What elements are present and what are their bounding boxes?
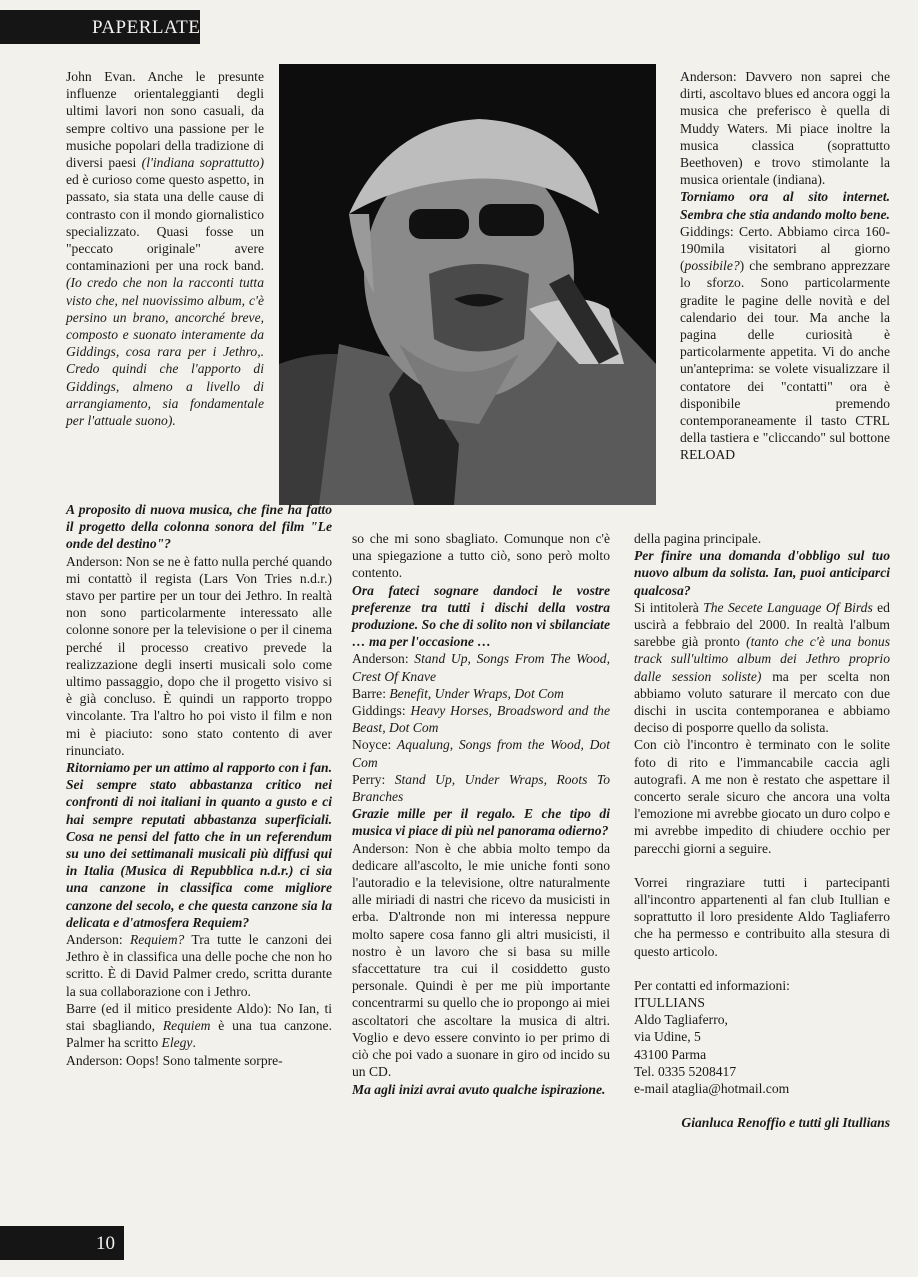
magazine-title: PAPERLATE [92, 17, 201, 38]
question: Ritorniamo per un attimo al rapporto con i fan. Sei sempre stato abbastanza critico nei confronti di noi italiani in quanto a gusto e ci hai sempre reputati abbastanza superficiali. Cosa ne pensi del fatto che in un referendum su uno dei settimanali musicali più diffusi qui in Italia (Musica di Repubblica n.d.r.) ci sia una canzone in classifica come migliore canzone del secolo, e che questa canzone sia la delicata e d'atmosfera Requiem? [66, 760, 332, 930]
text-italic: Aqualung, Songs from the Wood, Dot Com [352, 737, 610, 770]
text-italic: Requiem? [129, 932, 185, 948]
question: Per finire una domanda d'obbligo sul tuo nuovo album da solista. Ian, puoi anticiparci qualcosa? [634, 548, 890, 598]
favourite-list-item [352, 650, 610, 684]
question: Torniamo ora al sito internet. Sembra che stia andando molto bene. [680, 189, 890, 222]
author-signature: Gianluca Renoffio e tutti gli Itullians [681, 1115, 890, 1131]
spacer [634, 960, 890, 977]
page-number: 10 [96, 1233, 115, 1254]
text: . [192, 1035, 196, 1051]
contact-email: e-mail ataglia@hotmail.com [634, 1081, 790, 1097]
paragraph [66, 68, 264, 429]
text: John Evan. Anche le presunte influenze orientaleggianti degli ultimi lavori non sono casuali, da sempre coltivo una passione per le musiche popolari della tradizione di diversi paesi [66, 69, 264, 171]
favourite-list-item [352, 736, 610, 770]
contact-line: Aldo Tagliaferro, [634, 1012, 728, 1028]
text: Giddings: [352, 703, 411, 719]
answer: so che mi sono sbagliato. Comunque non c'è una spiegazione a tutto ciò, sono però molto contento. [352, 531, 610, 581]
paragraph: Vorrei ringraziare tutti i partecipanti all'incontro appartenenti al fan club Itullian e soprattutto il loro presidente Aldo Tagliaferro che ha permesso e contribuito alla stesura di questo articolo. [634, 874, 890, 959]
question: A proposito di nuova musica, che fine ha fatto il progetto della colonna sonora del film "Le onde del destino"? [66, 502, 332, 552]
singer-photo-illustration [279, 64, 656, 505]
magazine-header [0, 10, 200, 44]
text-italic: Elegy [161, 1035, 193, 1051]
text: Giddings: Certo. Abbiamo circa 160-190mila visitatori al giorno ( [680, 223, 890, 274]
text: ed uscirà a febbraio del 2000. In realtà l'album sarebbe già pronto [634, 599, 890, 650]
question: Ma agli inizi avrai avuto qualche ispirazione. [352, 1081, 606, 1097]
contact-title: Per contatti ed informazioni: [634, 977, 790, 993]
contact-line: via Udine, 5 [634, 1029, 701, 1045]
contact-line: Tel. 0335 5208417 [634, 1063, 737, 1079]
spacer [634, 857, 890, 874]
answer [66, 931, 332, 1000]
contact-line: 43100 Parma [634, 1046, 707, 1062]
favourite-list-item [352, 685, 610, 702]
answer: della pagina principale. [634, 531, 762, 546]
column-left-bottom [66, 501, 332, 1069]
answer: Anderson: Non è che abbia molto tempo da dedicare all'ascolto, le mie uniche fonti sono l'autoradio e la televisione, oltre naturalmente alle miriadi di nastri che ricevo da musicisti in erba. D'altronde non mi interessa neppure molto sapere cosa fanno gli altri musicisti, il nostro è un lavoro che si basa su mille sfaccettature tra cui il cosiddetto gusto personale. Quindi è per me più importante concentrarmi su quello che io propongo ai miei ascoltatori che ascoltare la musica di altri. Voglio e devo essere convinto io per primo di ciò che poi vado a suonare in giro od incido su un CD. [352, 840, 610, 1080]
answer [66, 1000, 332, 1052]
text: ed è curioso come questo aspetto, in passato, sia stata una delle cause di contrasto con il mondo giornalistico specializzato. Quasi fosse un "peccato originale" avere contaminazioni per una rock band. [66, 172, 264, 274]
spacer [634, 1097, 890, 1114]
question: Grazie mille per il regalo. E che tipo di musica vi piace di più nel panorama odierno? [352, 806, 610, 839]
text-italic: Benefit, Under Wraps, Dot Com [389, 685, 564, 701]
answer: Anderson: Non se ne è fatto nulla perché quando mi contattò il regista (Lars Von Tries n.d.r.) stavo per partire per un tour dei Jethro. In realtà non sono particolarmente interessato alle colonne sonore per la televisione o per il cinema perché il processo creativo prevede la realizzazione degli inserti musicali solo come ultimo passaggio, dopo che il progetto visivo si è già concluso. È quindi un rapporto troppo vincolante. Tra l'altro ho poi visto il film e non mi è piaciuto: sono stato contento di aver rinunciato. [66, 553, 332, 758]
text-italic: possibile? [684, 258, 740, 274]
column-middle [352, 530, 610, 1098]
text: Anderson: [352, 651, 415, 667]
photo-singer [279, 64, 656, 505]
text-italic: Stand Up, Songs From The Wood, Crest Of Knave [352, 651, 611, 684]
contact-line: ITULLIANS [634, 995, 705, 1011]
favourite-list-item [352, 771, 610, 805]
text-italic: Requiem [162, 1018, 211, 1034]
page-footer [0, 1226, 124, 1260]
question: Ora fateci sognare dandoci le vostre preferenze tra tutti i dischi della vostra produzione. So che di solito non vi sbilanciate … ma per l'occasione … [352, 582, 610, 650]
paragraph: Con ciò l'incontro è terminato con le solite foto di rito e l'immancabile caccia agli autografi. A me non è restato che aspettare il concerto serale sicuro che ancora una volta l'emozione mi avrebbe giocato un duro colpo e mi avrebbe impedito di chiudere occhio per parecchi giorni a seguire. [634, 737, 890, 856]
text: Si intitolerà [634, 599, 704, 615]
favourite-list-item [352, 702, 610, 736]
text: Noyce: [352, 737, 397, 753]
text: Barre (ed il mitico presidente Aldo): No Ian, ti stai sbagliando, [66, 1000, 332, 1034]
column-right-top [680, 68, 890, 464]
answer: Anderson: Davvero non saprei che dirti, ascoltavo blues ed ancora oggi la musica che preferisco è quella di Muddy Waters. Mi piace inoltre la musica classica (soprattutto Beethoven) e trovo stimolante la musica orientale (indiana). [680, 69, 890, 188]
text: Anderson: [66, 932, 130, 948]
text: è una tua canzone. Palmer ha scritto [66, 1018, 332, 1051]
column-left-top [66, 68, 264, 429]
text: Barre: [352, 685, 390, 701]
column-right-bottom [634, 530, 890, 1132]
text-italic: The Secete Language Of Birds [703, 599, 873, 615]
text: ) che sembrano apprezzare lo sforzo. Sono particolarmente gradite le pagine delle novità e del calendario dei tour. Ma anche la pagina delle curiosità è particolarmente appetita. Vi do anche un'anteprima: se volete visualizzare il contatore dei "contatti" ora è disponibile premendo contemporaneamente il tasto CTRL della tastiera e "cliccando" sul bottone RELOAD [680, 258, 890, 463]
text-italic: (Io credo che non la racconti tutta visto che, nel nuovissimo album, c'è persino un brano, ancorché breve, composto e suonato interamente da Giddings, cosa rara per i Jethro,. Credo quindi che l'apporto di Giddings, almeno a livello di arrangiamento, sia fondamentale per l'attuale suono). [66, 275, 264, 429]
text-italic: Heavy Horses, Broadsword and the Beast, Dot Com [352, 703, 610, 736]
text-italic: Stand Up, Under Wraps, Roots To Branches [352, 771, 611, 805]
text: ma per scelta non abbiamo voluto saturare il mercato con due dischi in uscita contemporanea e abbiamo deciso di posporre quello da solista. [634, 668, 890, 736]
text: Perry: [352, 771, 395, 787]
answer [634, 599, 890, 737]
answer: Anderson: Oops! Sono talmente sorpre- [66, 1052, 283, 1068]
text: Tra tutte le canzoni dei Jethro è in classifica una delle poche che non ho scritto. È di David Palmer credo, scritta durante la sua collaborazione con i Jethro. [66, 932, 332, 999]
answer [680, 223, 890, 464]
text-italic: (l'indiana soprattutto) [141, 155, 264, 171]
text-italic: (tanto che c'è una bonus track sull'ultimo album dei Jethro proprio dalle session soliste) [634, 634, 890, 684]
